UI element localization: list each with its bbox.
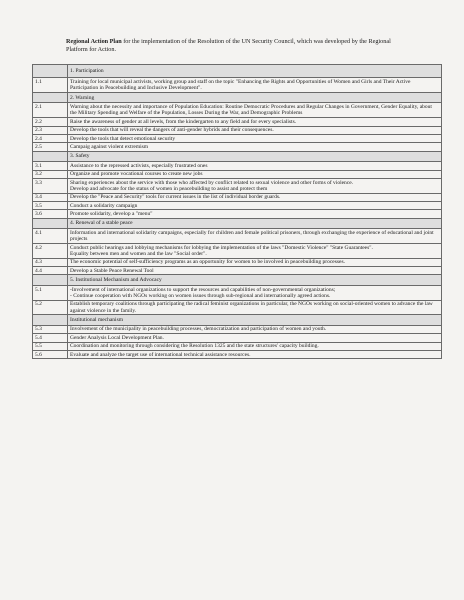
row-text-line: Conduct a solidarity campaign — [70, 202, 138, 209]
row-number — [33, 65, 68, 78]
section-title — [68, 218, 442, 228]
row-number — [33, 92, 68, 102]
row-number: 5.5 — [33, 342, 68, 350]
row-text-line: Develop the tools that detect emotional security — [70, 135, 176, 142]
row-number: 4.3 — [33, 258, 68, 266]
row-number: 5.2 — [33, 300, 68, 315]
row-number: 5.1 — [33, 285, 68, 300]
table-row — [33, 162, 442, 170]
row-text — [68, 351, 442, 359]
row-text — [68, 334, 442, 342]
table-row — [33, 170, 442, 178]
section-row — [33, 218, 442, 228]
row-number: 3.2 — [33, 170, 68, 178]
row-number: 1.1 — [33, 78, 68, 93]
table-row — [33, 244, 442, 259]
row-text-line: Raise the awareness of gender at all levels, from the kindergarten to any field and for every specialists. — [70, 118, 297, 125]
row-text-line: Evaluate and analyze the target use of international technical assistance resources. — [70, 351, 251, 358]
row-number: 2.1 — [33, 103, 68, 118]
section-row — [33, 151, 442, 161]
row-number: 4.1 — [33, 229, 68, 244]
row-text — [68, 193, 442, 201]
row-text — [68, 178, 442, 193]
table-row — [33, 342, 442, 350]
section-title — [68, 315, 442, 325]
row-number — [33, 315, 68, 325]
row-number: 3.1 — [33, 162, 68, 170]
row-text-line: Sharing experiences about the service with those who affected by conflict related to sexual violence and other forms of violence. — [70, 179, 354, 186]
section-title — [68, 151, 442, 161]
section-title — [68, 275, 442, 285]
table-row — [33, 300, 442, 315]
row-number — [33, 218, 68, 228]
row-text-line: Information and international solidarity campaigns, especially for children and female political prisoners, through exchanging the experience of educational and joint projects — [70, 229, 434, 243]
table-row — [33, 143, 442, 151]
row-text-line: Training for local municipal activists, working group and staff on the topic "Enhancing the Rights and Opportunities of Women and Girls and Their Active Participation in Peacebuilding and Inclusive Development". — [70, 78, 411, 92]
row-text-line: 2. Warning — [70, 94, 95, 101]
row-text — [68, 162, 442, 170]
row-number: 2.4 — [33, 134, 68, 142]
row-text-line: Conduct public hearings and lobbying mechanisms for lobbying the implementation of the laws "Domestic Violence" "State Guarantees". — [70, 244, 373, 251]
row-number: 5.3 — [33, 325, 68, 333]
section-title — [68, 65, 442, 78]
row-text-line: Involvement of the municipality in peacebuilding processes, democratization and participation of women and youth. — [70, 326, 327, 333]
row-text — [68, 342, 442, 350]
row-number: 5.4 — [33, 334, 68, 342]
row-text-line: 3. Safety — [70, 153, 90, 160]
row-number: 2.5 — [33, 143, 68, 151]
row-text — [68, 229, 442, 244]
row-number: 3.6 — [33, 210, 68, 218]
row-text — [68, 258, 442, 266]
row-text — [68, 285, 442, 300]
table-row — [33, 351, 442, 359]
row-text — [68, 103, 442, 118]
table-row — [33, 178, 442, 193]
table-row — [33, 78, 442, 93]
row-text-line: Promote solidarity, develop a "menu" — [70, 211, 153, 218]
row-number: 2.3 — [33, 126, 68, 134]
row-text — [68, 300, 442, 315]
row-number: 4.2 — [33, 244, 68, 259]
row-text-line: Establish temporary coalitions through participating the radical feminist organizations in particular, the NGOs working on social-oriented women to advance the law against violence in the family. — [70, 301, 433, 314]
row-text — [68, 325, 442, 333]
section-row — [33, 315, 442, 325]
row-number: 4.4 — [33, 267, 68, 275]
row-text — [68, 210, 442, 218]
row-text — [68, 78, 442, 93]
table-row — [33, 103, 442, 118]
row-text-line: Campaig against violent extremism — [70, 143, 149, 150]
row-text-line: -Involvement of international organizations to support the resources and capabilities of non-governmental organizations; — [70, 286, 336, 293]
row-text — [68, 134, 442, 142]
section-row — [33, 65, 442, 78]
section-title — [68, 92, 442, 102]
table-row — [33, 325, 442, 333]
table-row — [33, 258, 442, 266]
table-row — [33, 210, 442, 218]
row-text-line: Warning about the necessity and importance of Population Education: Routine Democratic Procedures and Regular Changes in Government, Gender Equality, about the Military Spending and Welfare of the Population, Losses During the War, and Demographic Problems — [70, 104, 432, 117]
row-text-line: Develop the tools that will reveal the dangers of anti-gender hybrids and their consequences. — [70, 127, 274, 134]
row-text-line: 4. Renewal of a stable peace — [70, 220, 133, 227]
row-number — [33, 151, 68, 161]
row-text-line: 1. Participation — [70, 68, 104, 74]
row-text — [68, 126, 442, 134]
row-text — [68, 118, 442, 126]
table-row — [33, 126, 442, 134]
table-row — [33, 267, 442, 275]
heading-bold-title: Regional Action Plan — [66, 38, 122, 45]
action-plan-table — [32, 64, 442, 359]
row-text-line: Gender Analysis Local Development Plan. — [70, 334, 164, 341]
row-text — [68, 244, 442, 259]
row-number: 3.4 — [33, 193, 68, 201]
row-text — [68, 202, 442, 210]
row-number: 3.5 — [33, 202, 68, 210]
document-heading — [66, 38, 411, 55]
row-text — [68, 170, 442, 178]
section-row — [33, 92, 442, 102]
table-row — [33, 229, 442, 244]
table-row — [33, 134, 442, 142]
table-row — [33, 118, 442, 126]
table-row — [33, 285, 442, 300]
row-number: 3.3 — [33, 178, 68, 193]
table-row — [33, 202, 442, 210]
row-text — [68, 143, 442, 151]
row-text-line: Organize and promote vocational courses to create new jobs — [70, 171, 203, 178]
row-number: 5.6 — [33, 351, 68, 359]
row-text-line: Assistance to the repressed activists, especially frustrated ones — [70, 162, 208, 169]
row-text — [68, 267, 442, 275]
row-text-line: Develop a Stable Peace Renewal Tool — [70, 267, 154, 274]
row-text-line: - Continue cooperation with NGOs working on women issues through sub-regional and internationally agreed actions. — [70, 292, 331, 299]
table-row — [33, 193, 442, 201]
heading-text: for the implementation of the Resolution of the UN Security Council, which was developed by the Regional Platform for Action. — [66, 38, 391, 54]
row-number — [33, 275, 68, 285]
row-text-line: 5. Institutional Mechanism and Advocacy — [70, 277, 162, 284]
section-row — [33, 275, 442, 285]
row-text-line: Institutional mechanism — [70, 316, 124, 323]
row-text-line: Coordination and monitoring through considering the Resolution 1325 and the state structures' capacity building. — [70, 343, 319, 350]
row-text-line: Develop the "Peace and Security" tools for current issues in the list of individual border guards. — [70, 194, 281, 201]
row-number: 2.2 — [33, 118, 68, 126]
row-text-line: Develop and advocate for the status of women in peacebuilding to assist and protect them — [70, 185, 268, 192]
row-text-line: Equality between men and women and the law "Social order". — [70, 250, 207, 257]
table-row — [33, 334, 442, 342]
row-text-line: The economic potential of self-sufficiency programs as an opportunity for women to be involved in peacebuilding processes. — [70, 259, 345, 266]
